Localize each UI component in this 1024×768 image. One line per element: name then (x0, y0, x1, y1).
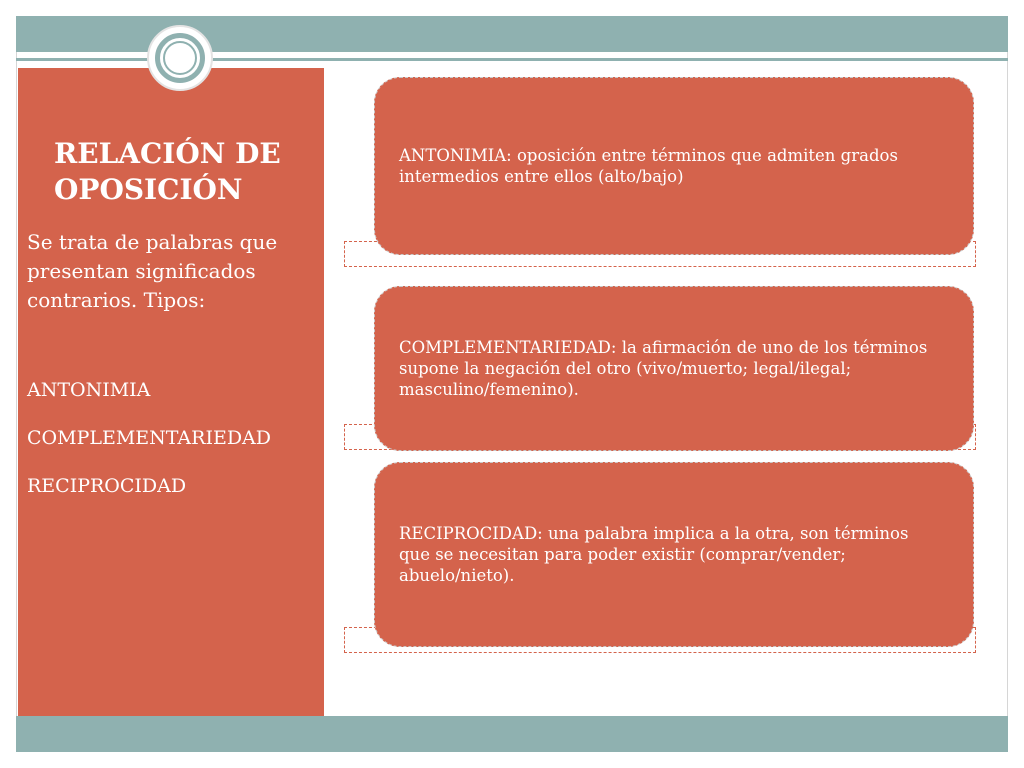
slide-intro: Se trata de palabras que presentan significados contrarios. Tipos: (27, 230, 278, 312)
type-reciprocidad: RECIPROCIDAD (27, 475, 187, 497)
card-reciprocidad (374, 462, 974, 647)
type-antonimia: ANTONIMIA (27, 379, 151, 401)
types-list (27, 376, 317, 520)
decorative-inner-ring (163, 41, 197, 75)
bottom-banner (16, 716, 1008, 752)
card-reciprocidad-text: RECIPROCIDAD: una palabra implica a la otra, son términos que se necesitan para poder existir (comprar/vender; abuelo/nieto). (399, 524, 909, 585)
type-complementariedad: COMPLEMENTARIEDAD (27, 427, 272, 449)
card-complementariedad (374, 286, 974, 451)
card-antonimia (374, 77, 974, 255)
slide-title: RELACIÓN DE OPOSICIÓN (54, 137, 281, 206)
card-complementariedad-text: COMPLEMENTARIEDAD: la afirmación de uno de los términos supone la negación del otro (vivo/muerto; legal/ilegal; masculino/femenino). (399, 338, 928, 399)
card-antonimia-text: ANTONIMIA: oposición entre términos que admiten grados intermedios entre ellos (alto/bajo) (399, 146, 898, 186)
